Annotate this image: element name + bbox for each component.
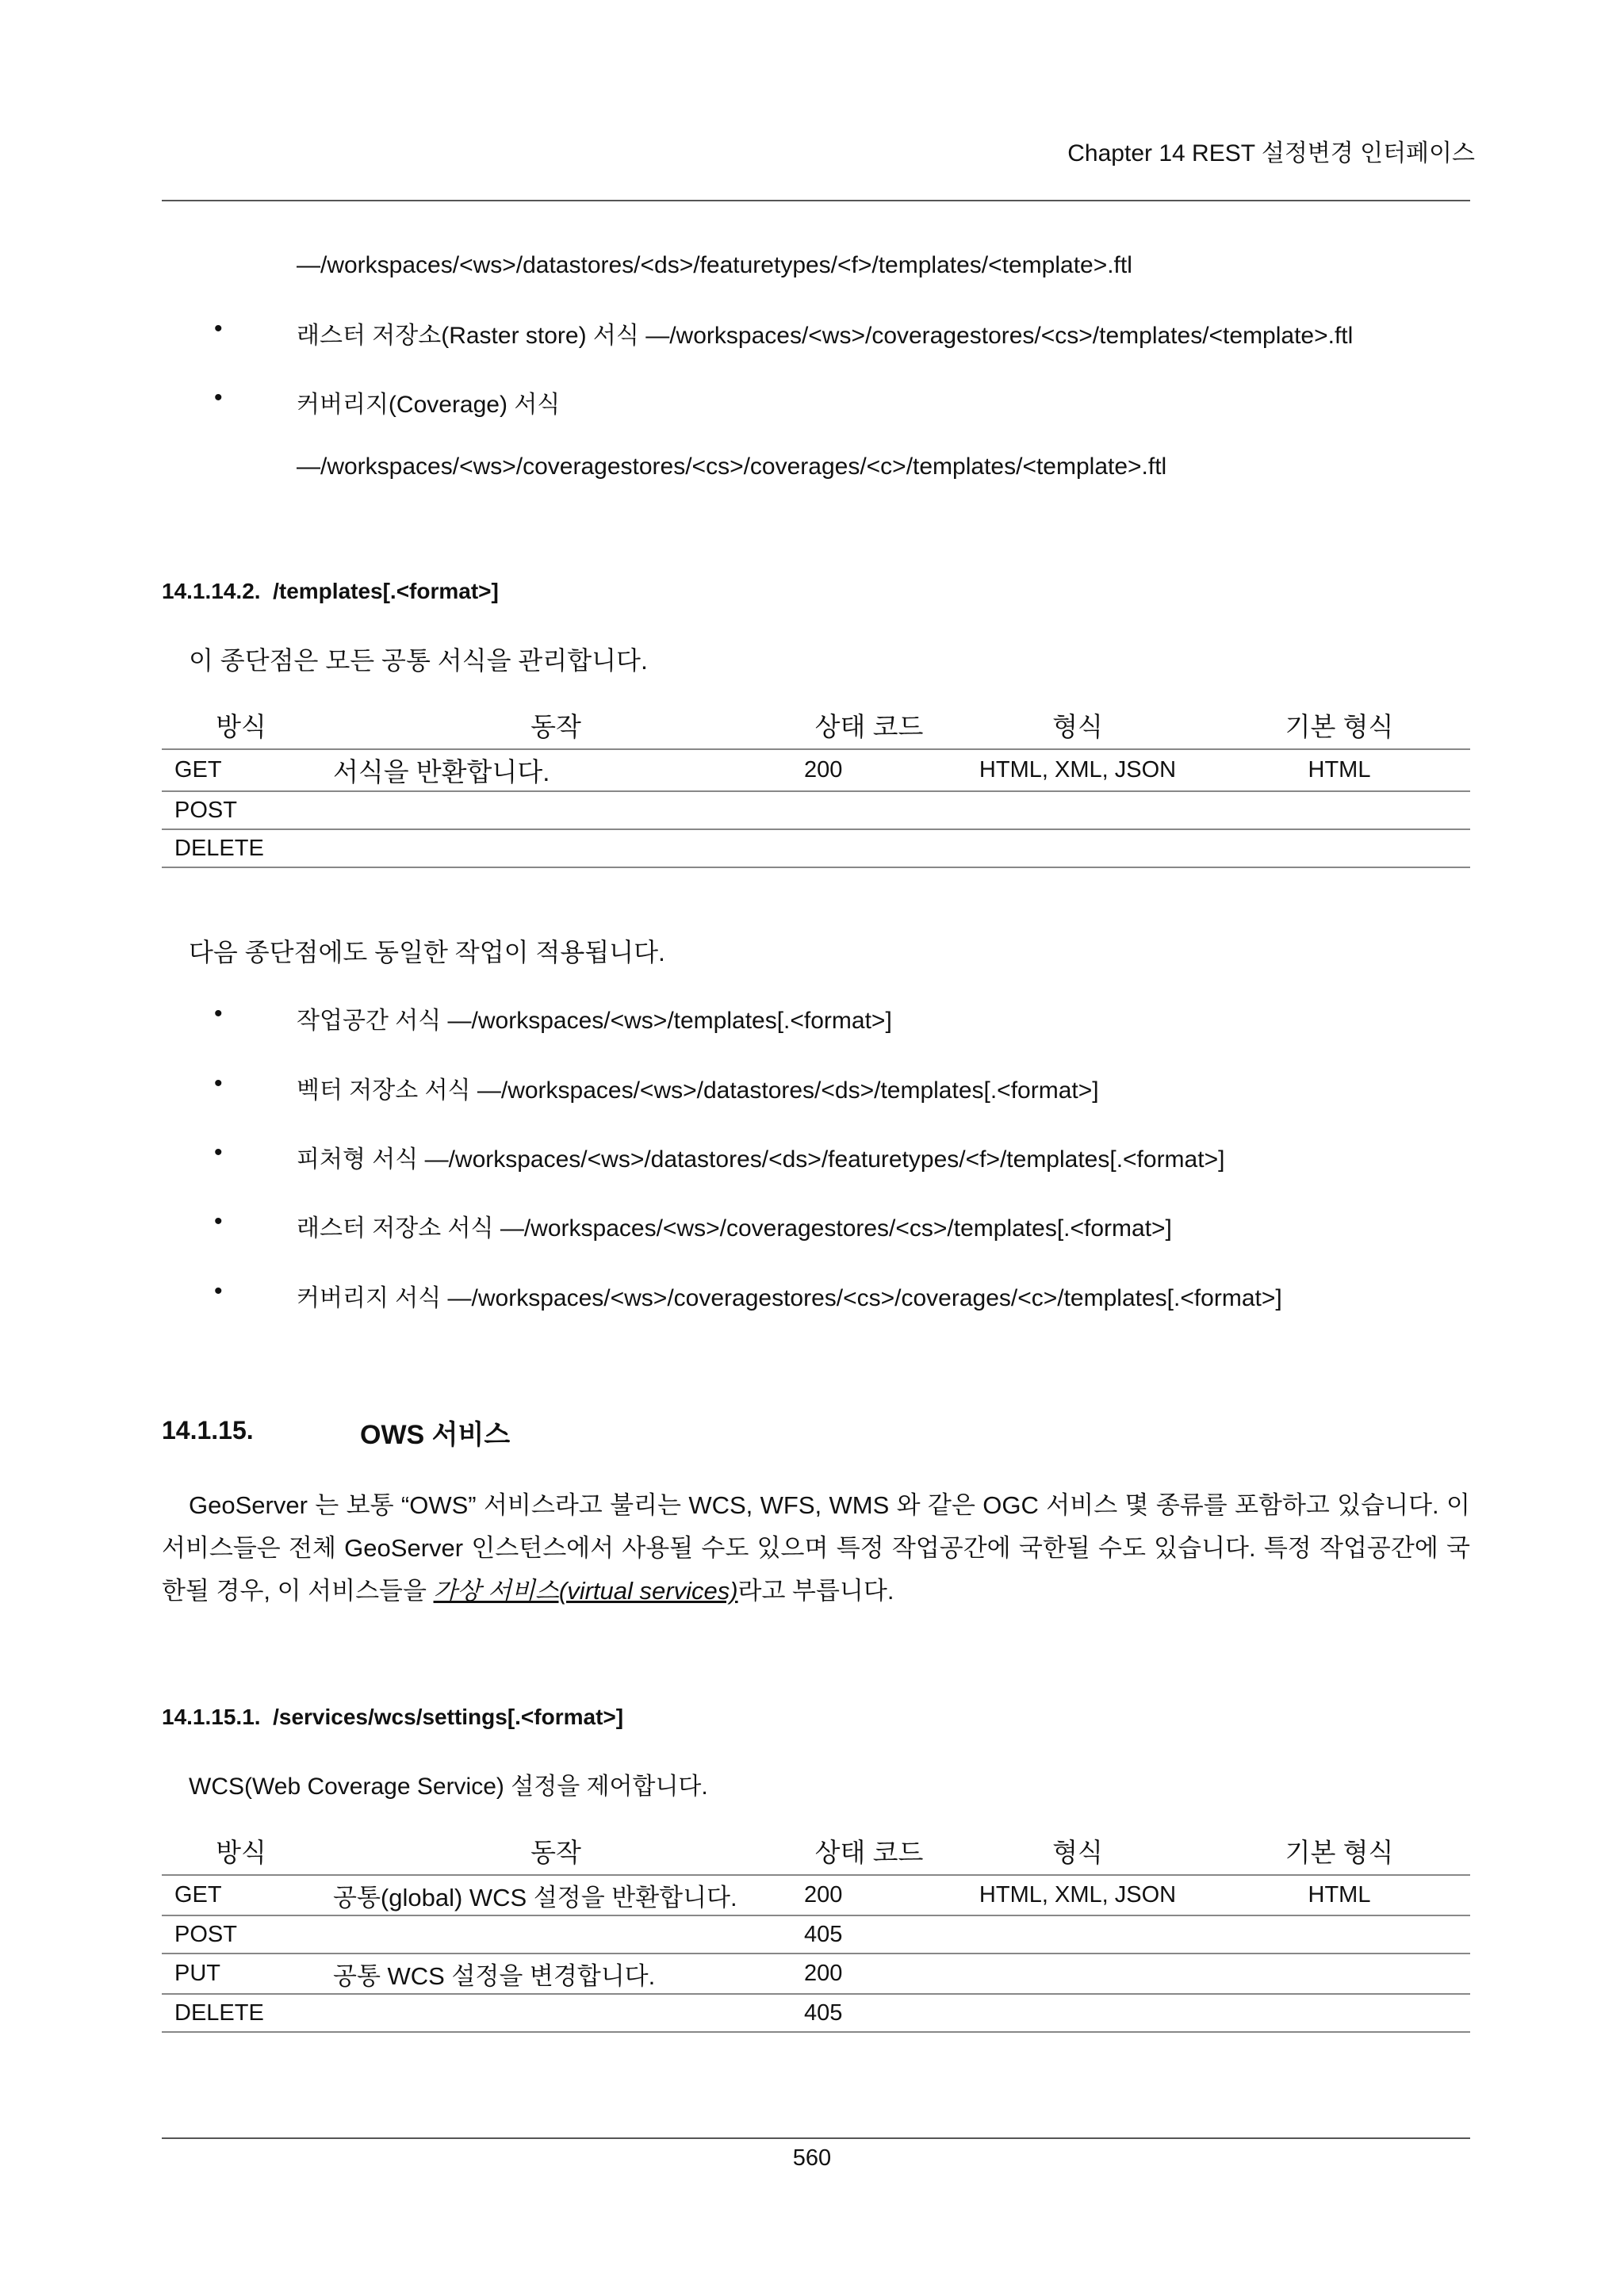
table-row — [162, 1994, 1470, 2032]
method-cell: POST — [162, 1915, 320, 1954]
method-cell: DELETE — [162, 829, 320, 867]
status-cell: 200 — [791, 749, 947, 791]
list-item-text: 피처형 서식 —/workspaces/<ws>/datastores/<ds>/featuretypes/<f>/templates[.<format>] — [297, 1146, 1225, 1173]
section-title-ows: OWS 서비스 — [360, 1420, 511, 1450]
format-cell — [947, 1994, 1208, 2032]
table-row — [162, 791, 1470, 829]
column-header: 동작 — [320, 706, 791, 749]
list-item-endpoint — [214, 1001, 892, 1035]
bullet: • — [214, 1070, 223, 1096]
virtual-services-link[interactable]: 가상 서비스(virtual services) — [433, 1577, 738, 1605]
featuretype-template-path: —/workspaces/<ws>/datastores/<ds>/featuretypes/<f>/templates/<template>.ftl — [297, 252, 1132, 278]
list-item-text: 벡터 저장소 서식 —/workspaces/<ws>/datastores/<ds>/templates[.<format>] — [297, 1077, 1099, 1104]
format-cell — [947, 1954, 1208, 1994]
paragraph-text: GeoServer 는 보통 “OWS” 서비스라고 불리는 WCS, WFS, WMS 와 같은 OGC 서비스 몇 종류를 포함하고 있습니다. 이 서비스들은 전체 GeoServer 인스턴스에서 사용될 수도 있으며 특정 작업공간에 국한될 수도 있습니다. 특정 작업공간에 국한될 경우, 이 서비스들을 — [162, 1491, 1470, 1605]
method-cell: GET — [162, 749, 320, 791]
format-cell — [947, 1915, 1208, 1954]
format-cell: HTML, XML, JSON — [947, 1875, 1208, 1915]
status-cell: 200 — [791, 1954, 947, 1994]
list-item-coverage-template — [214, 385, 561, 419]
page-number: 560 — [792, 2145, 832, 2171]
header-rule — [162, 200, 1470, 201]
list-item-text: 커버리지 서식 —/workspaces/<ws>/coveragestores/<cs>/coverages/<c>/templates[.<format>] — [297, 1285, 1282, 1311]
table-row — [162, 1954, 1470, 1994]
column-header: 형식 — [947, 1831, 1208, 1875]
list-item-text: 래스터 저장소 서식 —/workspaces/<ws>/coveragestores/<cs>/templates[.<format>] — [297, 1215, 1172, 1242]
action-cell: 공통(global) WCS 설정을 반환합니다. — [320, 1875, 791, 1915]
footer-rule — [162, 2137, 1470, 2139]
column-header: 상태 코드 — [791, 706, 947, 749]
section-number-ows: 14.1.15. — [162, 1416, 254, 1445]
bullet: • — [214, 1001, 223, 1027]
default-format-cell — [1208, 791, 1470, 829]
table-row — [162, 749, 1470, 791]
method-cell: PUT — [162, 1954, 320, 1994]
method-cell: POST — [162, 791, 320, 829]
list-item-text: 커버리지(Coverage) 서식 — [297, 392, 561, 418]
section-heading-wcs-settings: 14.1.15.1. /services/wcs/settings[.<format>] — [162, 1705, 624, 1729]
default-format-cell — [1208, 1994, 1470, 2032]
status-cell — [791, 829, 947, 867]
column-header: 동작 — [320, 1831, 791, 1875]
bullet: • — [214, 385, 223, 411]
default-format-cell — [1208, 1915, 1470, 1954]
column-header: 기본 형식 — [1208, 706, 1470, 749]
action-cell — [320, 1994, 791, 2032]
list-item-text: 작업공간 서식 —/workspaces/<ws>/templates[.<format>] — [297, 1008, 892, 1034]
list-item-endpoint — [214, 1278, 1282, 1313]
action-cell — [320, 1915, 791, 1954]
list-item-endpoint — [214, 1070, 1099, 1105]
table-header-row — [162, 1831, 1470, 1875]
action-cell — [320, 791, 791, 829]
method-cell: DELETE — [162, 1994, 320, 2032]
section-intro-wcs: WCS(Web Coverage Service) 설정을 제어합니다. — [189, 1774, 708, 1800]
column-header: 방식 — [162, 1831, 320, 1875]
column-header: 방식 — [162, 706, 320, 749]
status-cell — [791, 791, 947, 829]
method-cell: GET — [162, 1875, 320, 1915]
format-cell: HTML, XML, JSON — [947, 749, 1208, 791]
bullet: • — [214, 1278, 223, 1304]
column-header: 상태 코드 — [791, 1831, 947, 1875]
table-row — [162, 829, 1470, 867]
list-item-text: 래스터 저장소(Raster store) 서식 —/workspaces/<ws>/coveragestores/<cs>/templates/<template>.ftl — [297, 323, 1354, 349]
bullet: • — [214, 1139, 223, 1165]
also-applies-text: 다음 종단점에도 동일한 작업이 적용됩니다. — [189, 938, 665, 966]
table-header-row — [162, 706, 1470, 749]
ows-description-paragraph — [162, 1484, 1470, 1613]
action-cell: 서식을 반환합니다. — [320, 749, 791, 791]
default-format-cell — [1208, 1954, 1470, 1994]
status-cell: 405 — [791, 1915, 947, 1954]
format-cell — [947, 791, 1208, 829]
default-format-cell: HTML — [1208, 749, 1470, 791]
column-header: 기본 형식 — [1208, 1831, 1470, 1875]
list-item-endpoint — [214, 1139, 1225, 1174]
coverage-template-path: —/workspaces/<ws>/coveragestores/<cs>/coverages/<c>/templates/<template>.ftl — [297, 453, 1167, 480]
templates-methods-table — [162, 706, 1470, 868]
table-row — [162, 1875, 1470, 1915]
list-item-raster-store-template — [214, 316, 1354, 350]
paragraph-text: 라고 부릅니다. — [737, 1577, 894, 1605]
format-cell — [947, 829, 1208, 867]
bullet: • — [214, 1208, 223, 1234]
default-format-cell: HTML — [1208, 1875, 1470, 1915]
column-header: 형식 — [947, 706, 1208, 749]
table-row — [162, 1915, 1470, 1954]
section-heading-templates: 14.1.14.2. /templates[.<format>] — [162, 579, 499, 603]
status-cell: 200 — [791, 1875, 947, 1915]
action-cell: 공통 WCS 설정을 변경합니다. — [320, 1954, 791, 1994]
bullet: • — [214, 316, 223, 342]
default-format-cell — [1208, 829, 1470, 867]
action-cell — [320, 829, 791, 867]
wcs-settings-methods-table — [162, 1831, 1470, 2033]
section-intro-templates: 이 종단점은 모든 공통 서식을 관리합니다. — [189, 646, 648, 675]
status-cell: 405 — [791, 1994, 947, 2032]
running-header: Chapter 14 REST 설정변경 인터페이스 — [1067, 140, 1475, 166]
list-item-endpoint — [214, 1208, 1172, 1243]
